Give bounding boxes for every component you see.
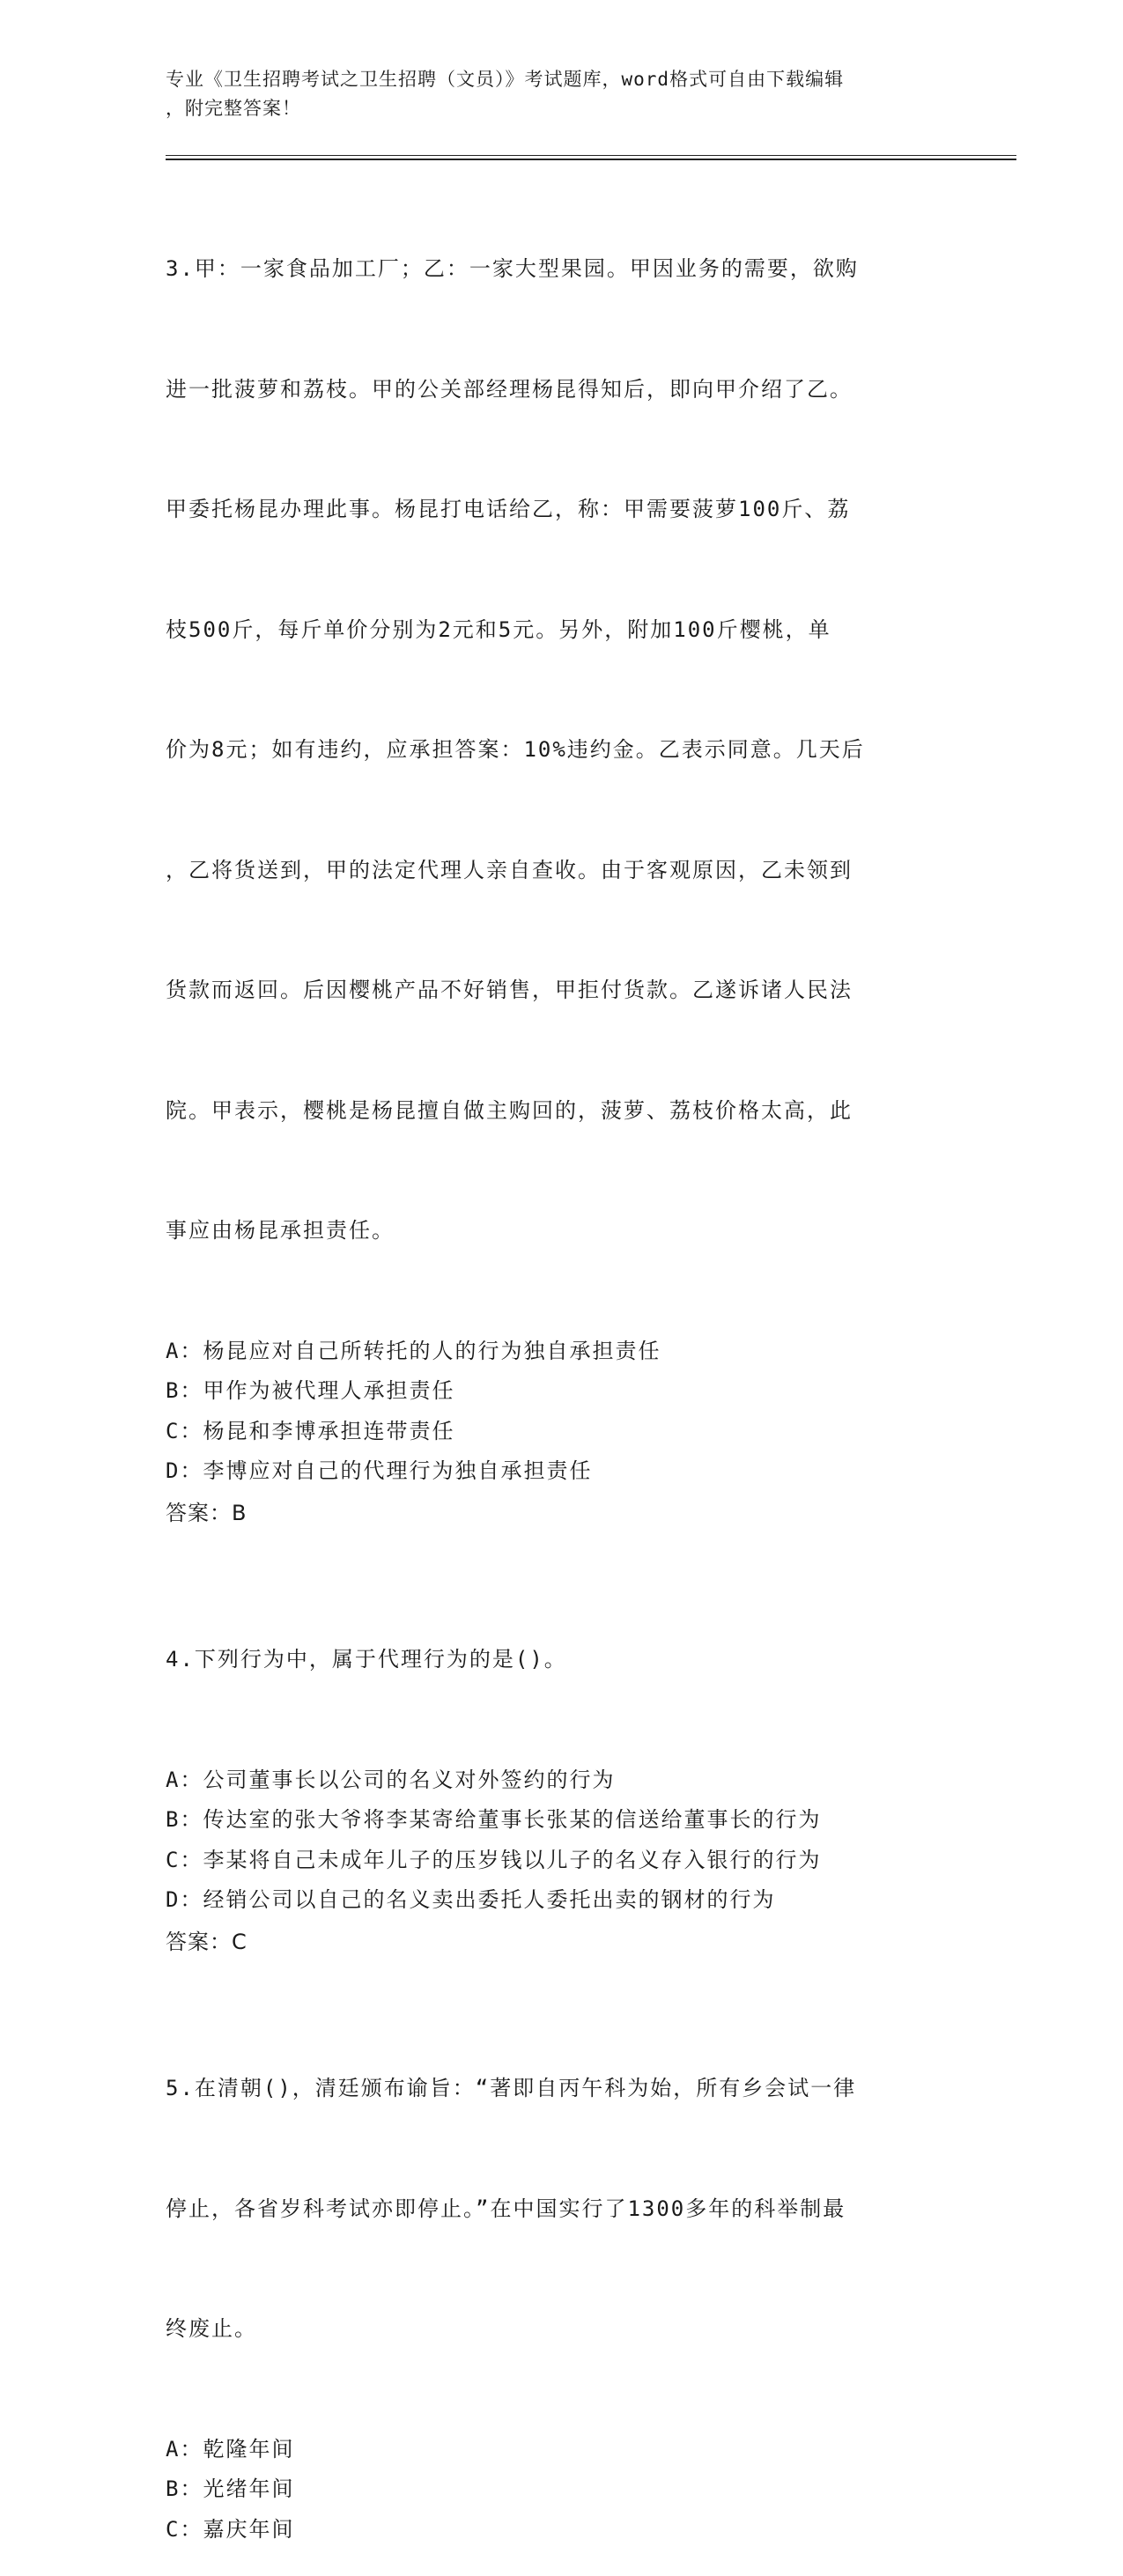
- stem-line: 院。甲表示，樱桃是杨昆擅自做主购回的，菠萝、荔枝价格太高，此: [166, 1097, 853, 1123]
- option-a: A：公司董事长以公司的名义对外签约的行为: [166, 1767, 616, 1792]
- answer-line: 答案：B: [166, 1500, 248, 1525]
- stem-line: 停止，各省岁科考试亦即停止。”在中国实行了1300多年的科举制最: [166, 2196, 846, 2221]
- stem-line: 价为8元；如有违约，应承担答案：10%违约金。乙表示同意。几天后: [166, 737, 865, 762]
- page-header: [166, 65, 958, 123]
- header-divider-thin: [166, 155, 1016, 156]
- question-item: [166, 169, 958, 1533]
- header-divider-thick: [166, 159, 1016, 160]
- answer-line: 答案：C: [166, 1929, 248, 1954]
- question-stem: [166, 1989, 958, 2430]
- stem-line: 事应由杨昆承担责任。: [166, 1218, 395, 1243]
- header-line-2: ，附完整答案！: [166, 98, 301, 119]
- stem-line: 终废止。: [166, 2316, 257, 2341]
- option-c: C：杨昆和李博承担连带责任: [166, 1418, 455, 1443]
- question-item: [166, 1560, 958, 1962]
- stem-line: 枝500斤，每斤单价分别为2元和5元。另外，附加100斤樱桃，单: [166, 616, 831, 642]
- option-d: D：李博应对自己的代理行为独自承担责任: [166, 1458, 593, 1483]
- header-line-1: 专业《卫生招聘考试之卫生招聘（文员）》考试题库，word格式可自由下载编辑: [166, 69, 845, 90]
- option-d: D：经销公司以自己的名义卖出委托人委托出卖的钢材的行为: [166, 1887, 776, 1912]
- option-b: B：光绪年间: [166, 2476, 295, 2501]
- stem-line: ，乙将货送到，甲的法定代理人亲自查收。由于客观原因，乙未领到: [166, 857, 853, 882]
- stem-line: 进一批菠萝和荔枝。甲的公关部经理杨昆得知后，即向甲介绍了乙。: [166, 376, 853, 402]
- stem-line: 4.下列行为中，属于代理行为的是()。: [166, 1647, 567, 1672]
- option-c: C：嘉庆年间: [166, 2516, 295, 2542]
- stem-line: 货款而返回。后因樱桃产品不好销售，甲拒付货款。乙遂诉诸人民法: [166, 978, 853, 1002]
- question-item: [166, 1989, 958, 2550]
- question-stem: [166, 1560, 958, 1760]
- question-list: [166, 169, 958, 2576]
- stem-line: 甲委托杨昆办理此事。杨昆打电话给乙，称：甲需要菠萝100斤、荔: [166, 497, 851, 521]
- option-b: B：甲作为被代理人承担责任: [166, 1378, 455, 1403]
- option-a: A：杨昆应对自己所转托的人的行为独自承担责任: [166, 1338, 661, 1363]
- question-stem: [166, 169, 958, 1332]
- stem-line: 5.在清朝()，清廷颁布谕旨：“著即自丙午科为始，所有乡会试一律: [166, 2076, 857, 2100]
- option-c: C：李某将自己未成年儿子的压岁钱以儿子的名义存入银行的行为: [166, 1847, 822, 1872]
- option-b: B：传达室的张大爷将李某寄给董事长张某的信送给董事长的行为: [166, 1807, 822, 1832]
- stem-line: 3.甲：一家食品加工厂；乙：一家大型果园。甲因业务的需要，欲购: [166, 256, 859, 281]
- option-a: A：乾隆年间: [166, 2436, 295, 2462]
